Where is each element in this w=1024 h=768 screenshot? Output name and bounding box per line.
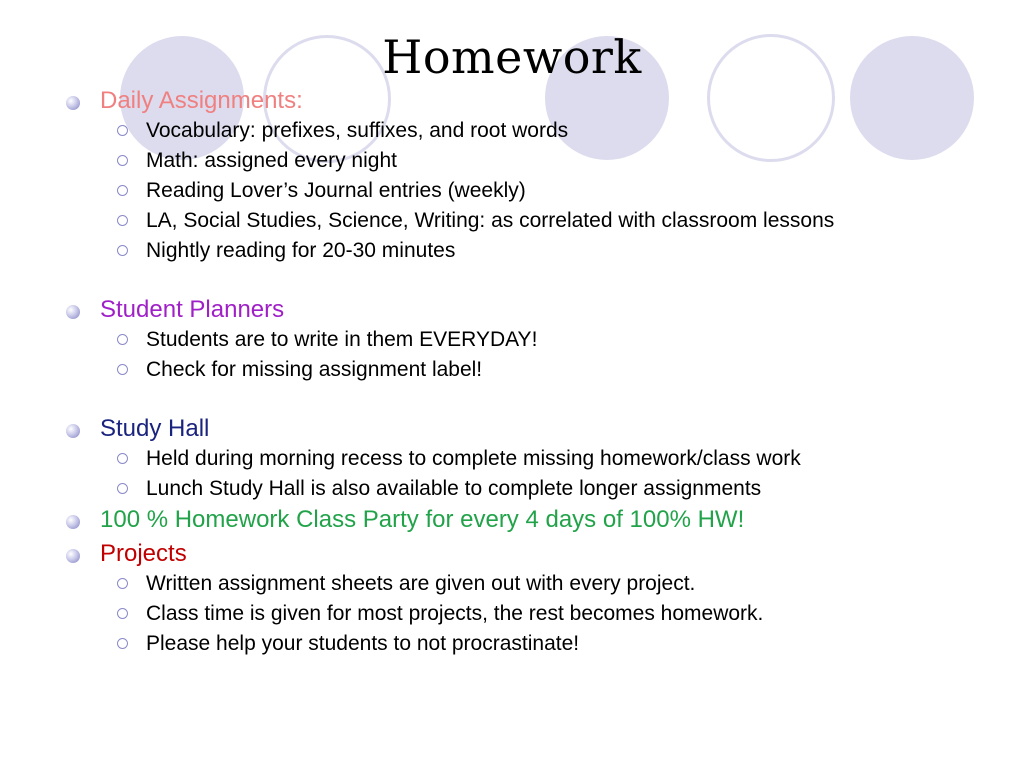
heading-daily-assignments: Daily Assignments:	[100, 87, 303, 114]
sub-bullet-text: Nightly reading for 20-30 minutes	[146, 239, 456, 262]
ring-bullet-icon	[117, 334, 128, 345]
ring-bullet-icon	[117, 483, 128, 494]
heading-student-planners: Student Planners	[100, 296, 285, 323]
sub-bullet-text: Vocabulary: prefixes, suffixes, and root words	[146, 119, 569, 142]
sub-bullet-text: Written assignment sheets are given out with every project.	[146, 572, 696, 595]
ring-bullet-icon	[117, 245, 128, 256]
heading-projects: Projects	[100, 540, 187, 567]
ring-bullet-icon	[117, 608, 128, 619]
sub-bullet-text: Check for missing assignment label!	[146, 358, 483, 381]
slide-title: Homework	[382, 30, 642, 84]
ring-bullet-icon	[117, 155, 128, 166]
ring-bullet-icon	[117, 364, 128, 375]
ring-bullet-icon	[117, 125, 128, 136]
bullet-projects	[0, 539, 1024, 569]
sub-bullet-text: Students are to write in them EVERYDAY!	[146, 328, 538, 351]
sub-bullet-text: Class time is given for most projects, the rest becomes homework.	[146, 602, 764, 625]
sub-bullet	[0, 328, 1024, 352]
sub-bullet	[0, 358, 1024, 382]
sub-bullet-text: LA, Social Studies, Science, Writing: as correlated with classroom lessons	[146, 209, 835, 232]
bullet-sphere-icon	[66, 305, 80, 319]
ring-bullet-icon	[117, 578, 128, 589]
sub-bullet-text: Held during morning recess to complete missing homework/class work	[146, 447, 801, 470]
sub-bullet	[0, 239, 1024, 263]
heading-homework-party: 100 % Homework Class Party for every 4 days of 100% HW!	[100, 506, 745, 533]
sub-bullet	[0, 632, 1024, 656]
slide-content	[0, 86, 1024, 656]
ring-bullet-icon	[117, 215, 128, 226]
sub-bullet	[0, 572, 1024, 596]
sub-bullet-text: Please help your students to not procrastinate!	[146, 632, 580, 655]
sub-bullet	[0, 149, 1024, 173]
sub-bullet	[0, 119, 1024, 143]
bullet-sphere-icon	[66, 549, 80, 563]
sub-bullet	[0, 477, 1024, 501]
heading-study-hall: Study Hall	[100, 415, 210, 442]
sub-bullet-text: Reading Lover’s Journal entries (weekly)	[146, 179, 526, 202]
bullet-homework-party	[0, 505, 1024, 535]
bullet-student-planners	[0, 295, 1024, 325]
sub-bullet-text: Math: assigned every night	[146, 149, 397, 172]
ring-bullet-icon	[117, 638, 128, 649]
sub-bullet	[0, 179, 1024, 203]
ring-bullet-icon	[117, 453, 128, 464]
bullet-daily-assignments	[0, 86, 1024, 116]
sub-bullet	[0, 447, 1024, 471]
bullet-sphere-icon	[66, 96, 80, 110]
ring-bullet-icon	[117, 185, 128, 196]
bullet-sphere-icon	[66, 424, 80, 438]
bullet-sphere-icon	[66, 515, 80, 529]
sub-bullet	[0, 209, 1024, 233]
sub-bullet	[0, 602, 1024, 626]
bullet-study-hall	[0, 414, 1024, 444]
sub-bullet-text: Lunch Study Hall is also available to complete longer assignments	[146, 477, 762, 500]
